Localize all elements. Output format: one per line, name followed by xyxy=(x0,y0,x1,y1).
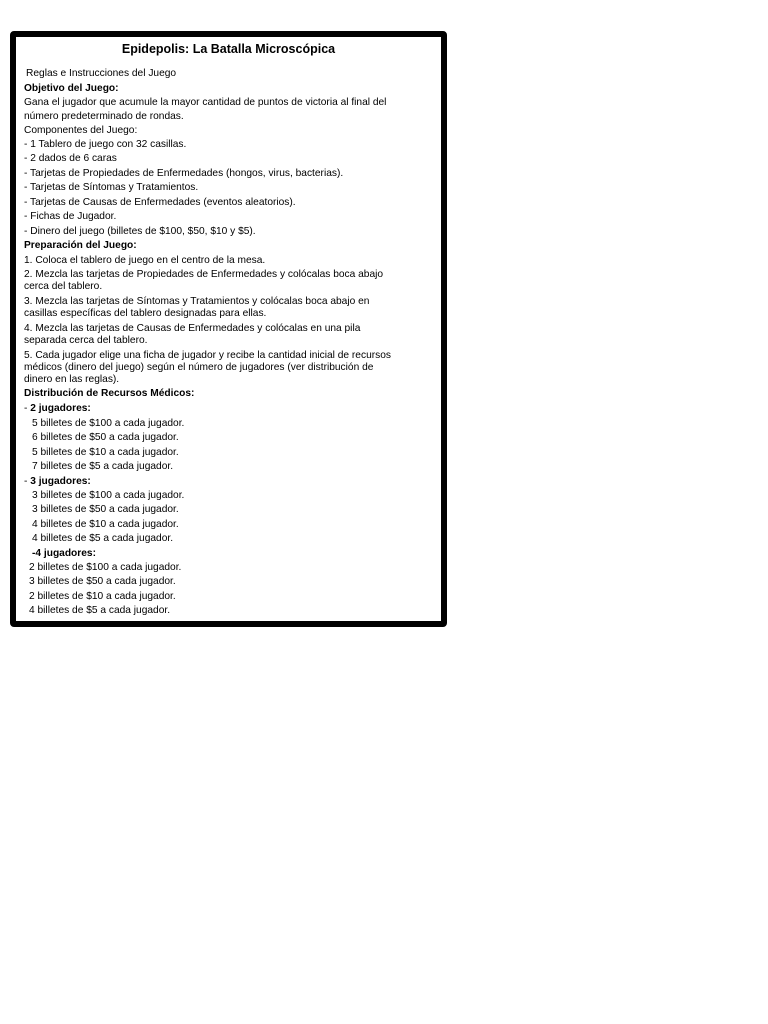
preparation-heading: Preparación del Juego: xyxy=(24,240,137,251)
group-label xyxy=(24,475,91,488)
rules-document xyxy=(10,31,447,627)
component-item: - Tarjetas de Propiedades de Enfermedades (hongos, virus, bacterias). xyxy=(24,168,344,179)
group-item: 6 billetes de $50 a cada jugador. xyxy=(32,432,179,443)
group-title: 3 jugadores: xyxy=(30,476,91,487)
preparation-line: médicos (dinero del juego) según el número de jugadores (ver distribución de xyxy=(24,362,374,373)
group-item: 5 billetes de $10 a cada jugador. xyxy=(32,447,179,458)
group-item: 7 billetes de $5 a cada jugador. xyxy=(32,461,174,472)
component-item: - 2 dados de 6 caras xyxy=(24,153,117,164)
component-item: - Tarjetas de Causas de Enfermedades (eventos aleatorios). xyxy=(24,197,296,208)
preparation-line: 2. Mezcla las tarjetas de Propiedades de Enfermedades y colócalas boca abajo xyxy=(24,269,384,280)
group-prefix: - xyxy=(24,403,31,414)
group-label xyxy=(24,402,91,415)
group-item: 4 billetes de $5 a cada jugador. xyxy=(32,533,174,544)
document-subtitle: Reglas e Instrucciones del Juego xyxy=(26,68,177,79)
group-item: 2 billetes de $100 a cada jugador. xyxy=(29,562,182,573)
preparation-line: 1. Coloca el tablero de juego en el centro de la mesa. xyxy=(24,255,266,266)
group-item: 4 billetes de $5 a cada jugador. xyxy=(29,605,171,616)
preparation-line: dinero en las reglas). xyxy=(24,374,120,385)
preparation-line: 3. Mezcla las tarjetas de Síntomas y Tratamientos y colócalas boca abajo en xyxy=(24,296,370,307)
component-item: - Fichas de Jugador. xyxy=(24,211,117,222)
preparation-line: separada cerca del tablero. xyxy=(24,335,148,346)
group-prefix: - xyxy=(24,476,31,487)
group-title: 2 jugadores: xyxy=(30,403,91,414)
group-item: 3 billetes de $100 a cada jugador. xyxy=(32,490,185,501)
group-item: 2 billetes de $10 a cada jugador. xyxy=(29,591,176,602)
document-title: Epidepolis: La Batalla Microscópica xyxy=(121,42,336,56)
component-item: - Tarjetas de Síntomas y Tratamientos. xyxy=(24,182,199,193)
group-title: -4 jugadores: xyxy=(32,548,96,559)
preparation-line: 4. Mezcla las tarjetas de Causas de Enfermedades y colócalas en una pila xyxy=(24,323,361,334)
objective-heading: Objetivo del Juego: xyxy=(24,83,119,94)
preparation-line: casillas específicas del tablero designadas para ellas. xyxy=(24,308,267,319)
preparation-line: 5. Cada jugador elige una ficha de jugador y recibe la cantidad inicial de recursos xyxy=(24,350,391,361)
group-item: 3 billetes de $50 a cada jugador. xyxy=(32,504,179,515)
group-label xyxy=(32,547,96,560)
preparation-line: cerca del tablero. xyxy=(24,281,103,292)
objective-line: número predeterminado de rondas. xyxy=(24,111,184,122)
distribution-heading: Distribución de Recursos Médicos: xyxy=(24,388,195,399)
component-item: - 1 Tablero de juego con 32 casillas. xyxy=(24,139,187,150)
components-heading: Componentes del Juego: xyxy=(24,125,138,136)
objective-line: Gana el jugador que acumule la mayor cantidad de puntos de victoria al final del xyxy=(24,97,387,108)
group-item: 5 billetes de $100 a cada jugador. xyxy=(32,418,185,429)
component-item: - Dinero del juego (billetes de $100, $50, $10 y $5). xyxy=(24,226,256,237)
group-item: 4 billetes de $10 a cada jugador. xyxy=(32,519,179,530)
group-item: 3 billetes de $50 a cada jugador. xyxy=(29,576,176,587)
